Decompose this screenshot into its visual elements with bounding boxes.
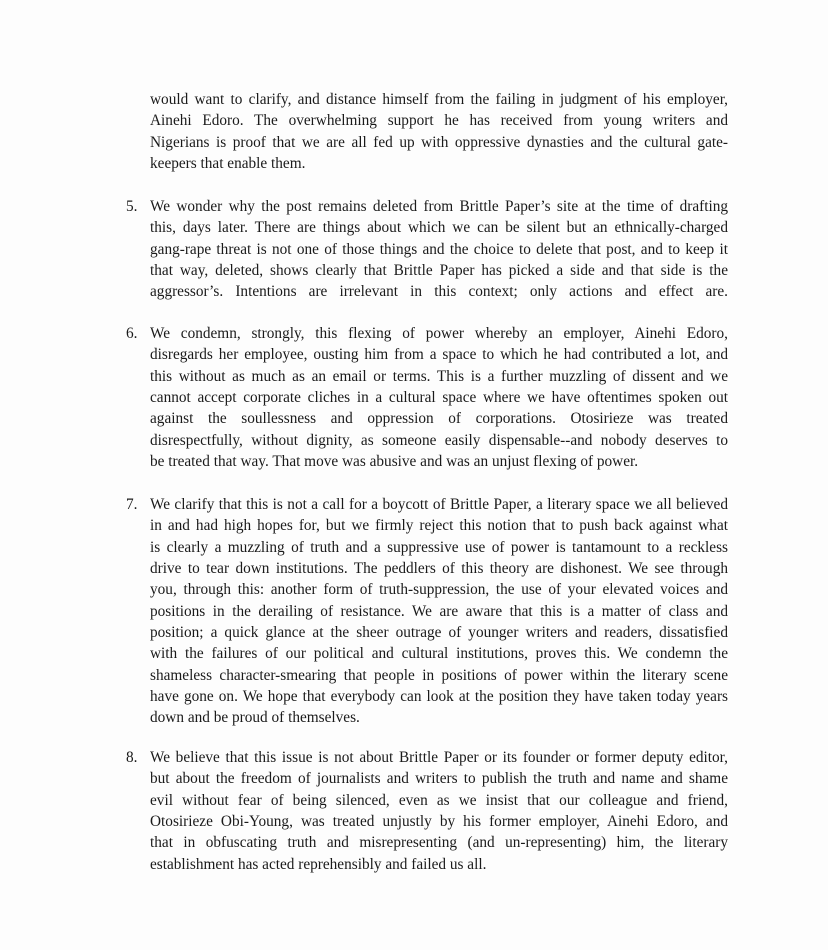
paragraph-text [150,196,728,303]
text-line: positions in the derailing of resistance. We are aware that this is a matter of class and [150,602,728,620]
text-line: Otosirieze Obi-Young, was treated unjustly by his former employer, Ainehi Edoro, and [150,813,728,831]
text-line: down and be proud of themselves. [150,709,360,727]
text-line: aggressor’s. Intentions are irrelevant in this context; only actions and effect are. [150,283,728,301]
paragraph-text [150,494,728,729]
paragraph-text [150,323,728,472]
text-line: this, days later. There are things about which we can be silent but an ethnically-charged [150,219,728,237]
text-line: that in obfuscating truth and misrepresenting (and un-representing) him, the literary [150,834,728,852]
text-line: be treated that way. That move was abusive and was an unjust flexing of power. [150,453,639,471]
text-line: this without as much as an email or terms. This is a further muzzling of dissent and we [150,367,728,385]
text-line: you, through this: another form of truth-suppression, the use of your elevated voices and [150,581,728,599]
list-number: 6. [126,325,138,342]
text-line: with the failures of our political and cultural institutions, proves this. We condemn the [150,645,728,663]
text-line: Nigerians is proof that we are all fed up with oppressive dynasties and the cultural gate- [150,133,728,151]
text-line: gang-rape threat is not one of those things and the choice to delete that post, and to keep it [150,240,728,258]
text-line: have gone on. We hope that everybody can look at the position they have taken today years [150,688,728,706]
text-line: evil without fear of being silenced, even as we insist that our colleague and friend, [150,791,728,809]
text-line: Ainehi Edoro. The overwhelming support he has received from young writers and [150,112,728,130]
text-line: We wonder why the post remains deleted from Brittle Paper’s site at the time of drafting [150,198,728,215]
text-line: shameless character-smearing that people in positions of power within the literary scene [150,666,728,684]
text-line: keepers that enable them. [150,155,306,173]
list-number: 7. [126,496,138,513]
text-line: We condemn, strongly, this flexing of power whereby an employer, Ainehi Edoro, [150,325,728,342]
paragraph-text [150,89,728,174]
text-line: We clarify that this is not a call for a boycott of Brittle Paper, a literary space we all believed [150,496,728,513]
paragraph-text [150,747,728,875]
text-line: disregards her employee, ousting him from a space to which he had contributed a lot, and [150,346,728,364]
text-line: against the soullessness and oppression of corporations. Otosirieze was treated [150,410,728,428]
text-line: would want to clarify, and distance himself from the failing in judgment of his employer, [150,91,728,108]
text-line: drive to tear down institutions. The peddlers of this theory are dishonest. We see through [150,560,728,578]
text-line: that way, deleted, shows clearly that Brittle Paper has picked a side and that side is the [150,262,728,280]
text-line: position; a quick glance at the sheer outrage of younger writers and readers, dissatisfied [150,624,728,642]
text-line: in and had high hopes for, but we firmly reject this notion that to push back against what [150,517,728,535]
text-line: but about the freedom of journalists and writers to publish the truth and name and shame [150,770,728,788]
list-number: 5. [126,198,138,215]
text-line: establishment has acted reprehensibly and failed us all. [150,855,487,873]
list-number: 8. [126,749,138,766]
text-line: We believe that this issue is not about Brittle Paper or its founder or former deputy editor, [150,749,728,766]
text-line: is clearly a muzzling of truth and a suppressive use of power is tantamount to a reckless [150,538,728,556]
text-line: disrespectfully, without dignity, as someone easily dispensable--and nobody deserves to [150,431,728,449]
text-line: cannot accept corporate cliches in a cultural space where we have oftentimes spoken out [150,389,728,407]
